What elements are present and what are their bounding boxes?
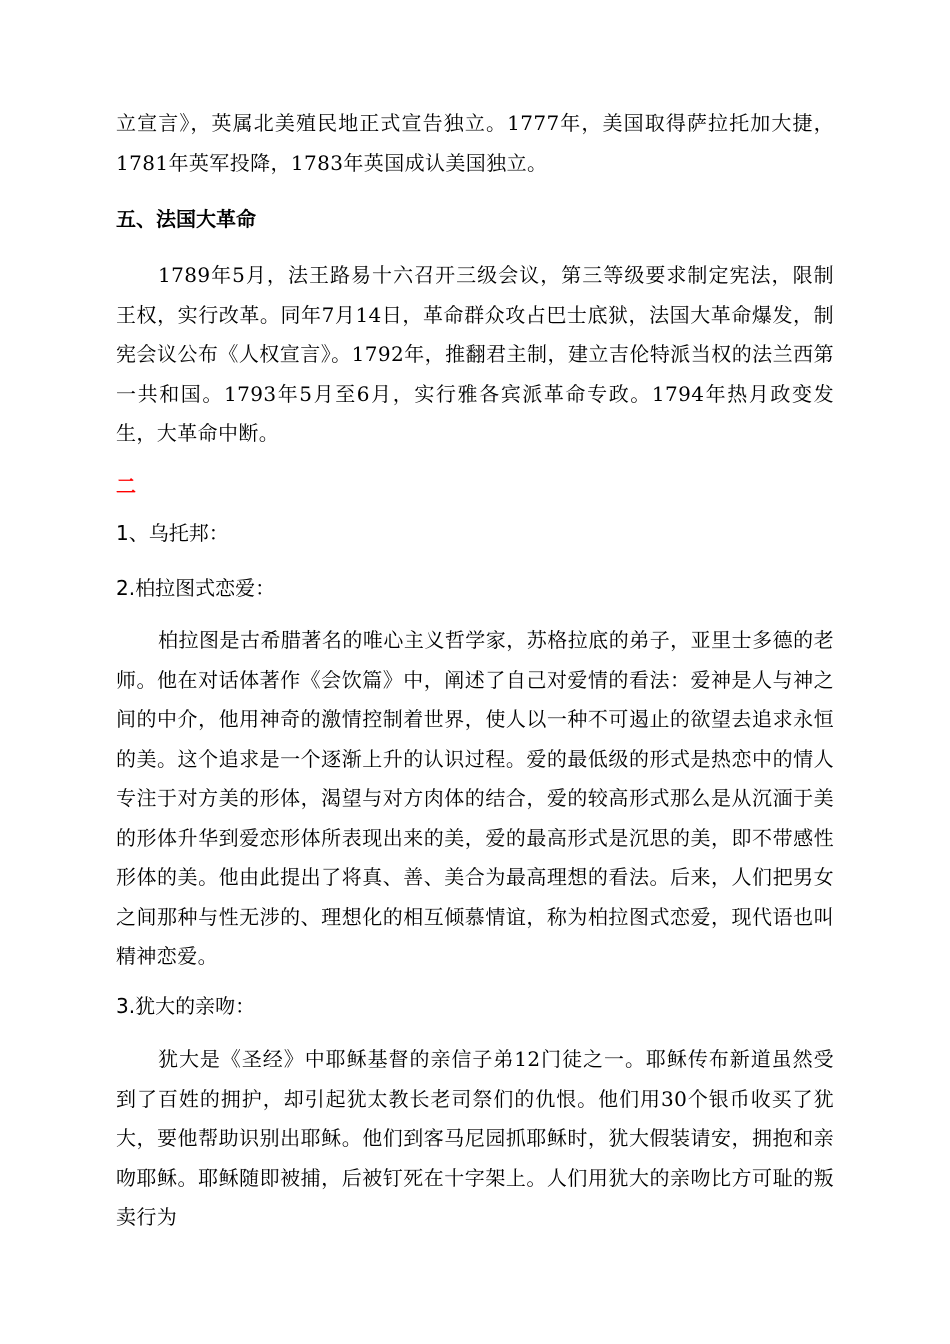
paragraph-judas-kiss: 犹大是《圣经》中耶稣基督的亲信子弟12门徒之一。耶稣传布新道虽然受到了百姓的拥护，却引起犹太教长老司祭们的仇恨。他们用30个银币收买了犹大，要他帮助识别出耶稣。他们到客马尼园抓耶稣时，犹大假装请安，拥抱和亲吻耶稣。耶稣随即被捕，后被钉死在十字架上。人们用犹大的亲吻比方可耻的叛卖行为	[116, 1047, 834, 1229]
item-platonic-love: 2.柏拉图式恋爱：	[116, 576, 276, 600]
red-section-heading: 二	[116, 474, 136, 498]
paragraph-french-revolution: 1789年5月，法王路易十六召开三级会议，第三等级要求制定宪法，限制王权，实行改革。同年7月14日，革命群众攻占巴士底狱，法国大革命爆发，制宪会议公布《人权宣言》。1792年，推翻君主制，建立吉伦特派当权的法兰西第一共和国。1793年5月至6月，实行雅各宾派革命专政。1794年热月政变发生，大革命中断。	[116, 263, 834, 445]
item-judas-kiss: 3.犹大的亲吻：	[116, 994, 256, 1018]
paragraph-platonic-love: 柏拉图是古希腊著名的唯心主义哲学家，苏格拉底的弟子，亚里士多德的老师。他在对话体著作《会饮篇》中，阐述了自己对爱情的看法：爱神是人与神之间的中介，他用神奇的激情控制着世界，使人以一种不可遏止的欲望去追求永恒的美。这个追求是一个逐渐上升的认识过程。爱的最低级的形式是热恋中的情人专注于对方美的形体，渴望与对方肉体的结合，爱的较高形式那么是从沉湎于美的形体升华到爱恋形体所表现出来的美，爱的最高形式是沉思的美，即不带感性形体的美。他由此提出了将真、善、美合为最高理想的看法。后来，人们把男女之间那种与性无涉的、理想化的相互倾慕情谊，称为柏拉图式恋爱，现代语也叫精神恋爱。	[116, 628, 834, 968]
paragraph-american-independence: 立宣言》，英属北美殖民地正式宣告独立。1777年，美国取得萨拉托加大捷，1781年英军投降，1783年英国成认美国独立。	[116, 111, 834, 175]
item-utopia: 1、乌托邦：	[116, 521, 229, 545]
section-heading-french-revolution: 五、法国大革命	[116, 207, 256, 231]
